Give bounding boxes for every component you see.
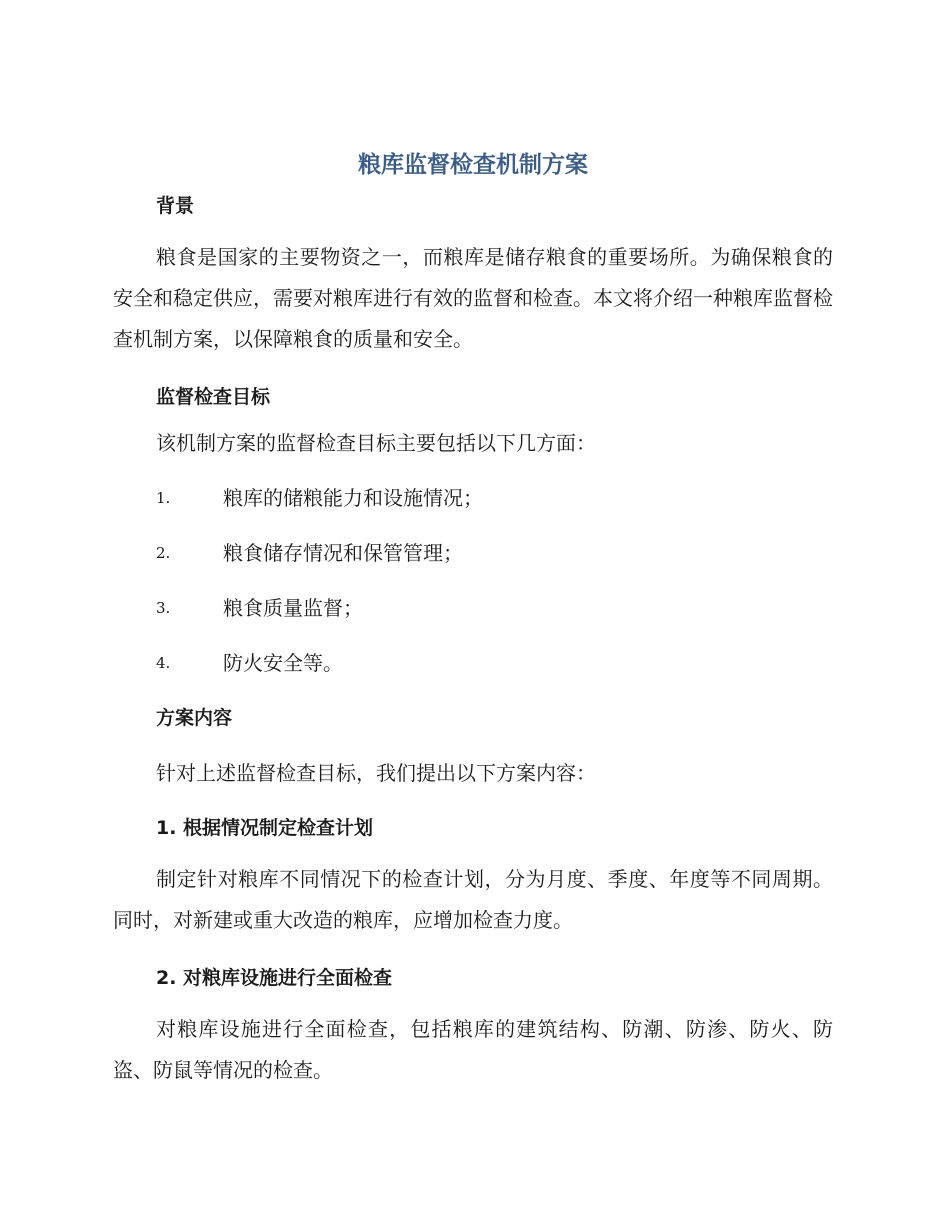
subsection-1-paragraph: 制定针对粮库不同情况下的检查计划，分为月度、季度、年度等不同周期。同时，对新建或重大改造的粮库，应增加检查力度。 bbox=[113, 867, 833, 932]
list-item-number: 1. bbox=[156, 489, 171, 507]
list-item bbox=[113, 538, 833, 568]
subsection-2-paragraph: 对粮库设施进行全面检查，包括粮库的建筑结构、防潮、防渗、防火、防盗、防鼠等情况的检查。 bbox=[113, 1017, 833, 1082]
goals-intro: 该机制方案的监督检查目标主要包括以下几方面： bbox=[156, 431, 596, 455]
list-item bbox=[113, 593, 833, 623]
section-heading-background: 背景 bbox=[156, 195, 195, 217]
list-item-text: 防火安全等。 bbox=[223, 651, 343, 675]
list-item-number: 3. bbox=[156, 599, 171, 617]
list-item-number: 4. bbox=[156, 654, 171, 672]
subsection-heading-2: 2. 对粮库设施进行全面检查 bbox=[156, 967, 393, 989]
list-item bbox=[113, 648, 833, 678]
plan-intro: 针对上述监督检查目标，我们提出以下方案内容： bbox=[156, 761, 596, 785]
page-title: 粮库监督检查机制方案 bbox=[358, 152, 588, 178]
background-paragraph: 粮食是国家的主要物资之一，而粮库是储存粮食的重要场所。为确保粮食的安全和稳定供应，需要对粮库进行有效的监督和检查。本文将介绍一种粮库监督检查机制方案，以保障粮食的质量和安全。 bbox=[113, 245, 833, 351]
list-item-text: 粮食质量监督； bbox=[223, 596, 363, 620]
document-body bbox=[113, 147, 833, 1091]
list-item-number: 2. bbox=[156, 544, 171, 562]
list-item-text: 粮库的储粮能力和设施情况； bbox=[223, 486, 483, 510]
list-item-text: 粮食储存情况和保管管理； bbox=[223, 541, 463, 565]
list-item bbox=[113, 483, 833, 513]
section-heading-plan: 方案内容 bbox=[156, 707, 233, 729]
subsection-heading-1: 1. 根据情况制定检查计划 bbox=[156, 817, 374, 839]
goals-list bbox=[113, 483, 833, 678]
section-heading-goals: 监督检查目标 bbox=[156, 386, 271, 408]
